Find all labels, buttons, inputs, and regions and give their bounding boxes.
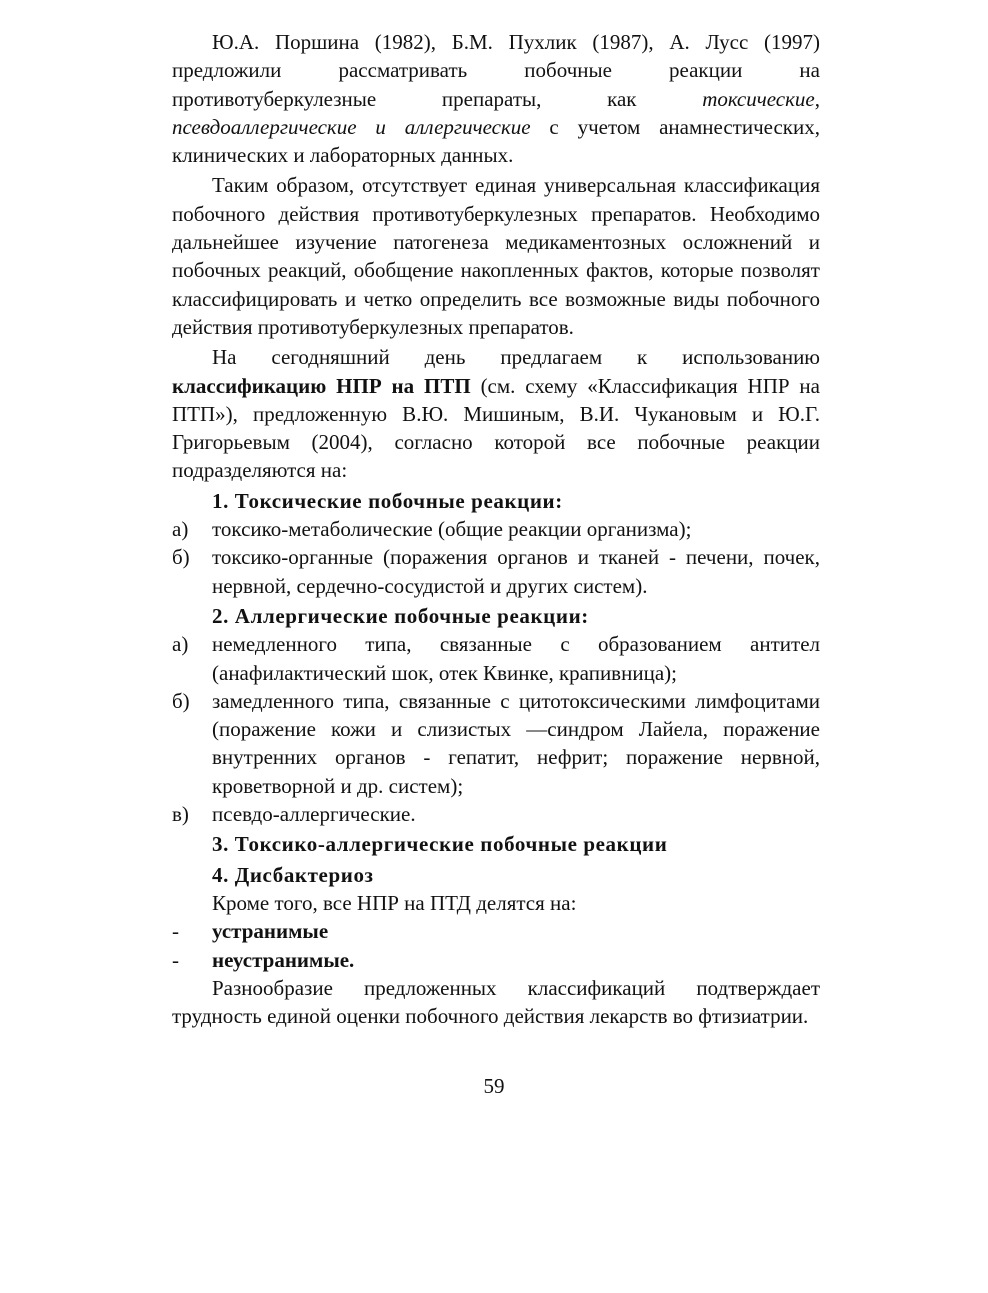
text-span: (см. схему «Классификация НПР на ПТП»), предложенную В.Ю. Мишиным, В.И. Чукановым и Ю.Г. Григорьевым (2004), согласно которой все побочные реакции подразделяются на: [172, 373, 820, 483]
list-item-text: псевдо-аллергические. [212, 802, 416, 827]
list-marker: б) [172, 688, 190, 713]
section-heading-4: 4. Дисбактериоз [212, 862, 374, 887]
section-heading-1: 1. Токсические побочные реакции: [212, 488, 563, 513]
text-span: На сегодняшний день предлагаем к использованию [212, 345, 820, 370]
list-item-text: устранимые [212, 919, 329, 944]
page-body [172, 28, 820, 1030]
list-marker: а) [172, 517, 189, 542]
list-marker: - [172, 919, 179, 944]
list-marker: б) [172, 545, 190, 570]
list-item [172, 946, 820, 974]
text-span: с учетом анамнестических, клинических и лабораторных данных. [172, 114, 820, 168]
paragraph-division: Кроме того, все НПР на ПТД делятся на: [212, 890, 577, 915]
list-item [172, 543, 820, 600]
paragraph-authors [172, 28, 820, 169]
paragraph-summary: Таким образом, отсутствует единая универсальная классификация побочного действия противотуберкулезных препаратов. Необходимо дальнейшее изучение патогенеза медикаментозных осложнений и побочных реакций, обобщение накопленных фактов, которые позволят классифицировать и четко определить все возможные виды побочного действия противотуберкулезных препаратов. [172, 173, 820, 339]
paragraph-classification-intro [172, 343, 820, 484]
list-item-text: токсико-метаболические (общие реакции организма); [212, 517, 692, 542]
list-marker: а) [172, 632, 189, 657]
italic-term: псевдоаллергические и аллергические [172, 114, 531, 139]
paragraph-conclusion: Разнообразие предложенных классификаций подтверждает трудность единой оценки побочного действия лекарств во фтизиатрии. [172, 975, 820, 1029]
list-marker: в) [172, 802, 189, 827]
italic-term: токсические [702, 86, 815, 111]
list-item [172, 917, 820, 945]
list-item [172, 630, 820, 687]
bold-term: классификацию НПР на ПТП [172, 373, 471, 398]
list-item [172, 515, 820, 543]
list-item [172, 800, 820, 828]
section-heading-3: 3. Токсико-аллергические побочные реакции [212, 832, 668, 857]
list-item-text: токсико-органные (поражения органов и тканей - печени, почек, нервной, сердечно-сосудистой и других систем). [212, 545, 820, 598]
list-toxic [172, 515, 820, 600]
list-item [172, 687, 820, 800]
list-allergic [172, 630, 820, 828]
list-item-text: замедленного типа, связанные с цитотоксическими лимфоцитами (поражение кожи и слизистых —синдром Лайела, поражение внутренних органов - гепатит, нефрит; поражение нервной, кроветворной и др. систем); [212, 688, 820, 798]
text-span: Ю.А. Поршина (1982), Б.М. Пухлик (1987), А. Лусс (1997) предложили рассматривать побочные реакции на противотуберкулезные препараты, как [172, 30, 820, 111]
list-removability [172, 917, 820, 974]
list-item-text: немедленного типа, связанные с образованием антител (анафилактический шок, отек Квинке, крапивница); [212, 632, 820, 685]
text-span: , [814, 86, 820, 111]
section-heading-2: 2. Аллергические побочные реакции: [212, 603, 589, 628]
list-item-text: неустранимые. [212, 947, 355, 972]
page-number: 59 [483, 1074, 505, 1098]
list-marker: - [172, 947, 179, 972]
